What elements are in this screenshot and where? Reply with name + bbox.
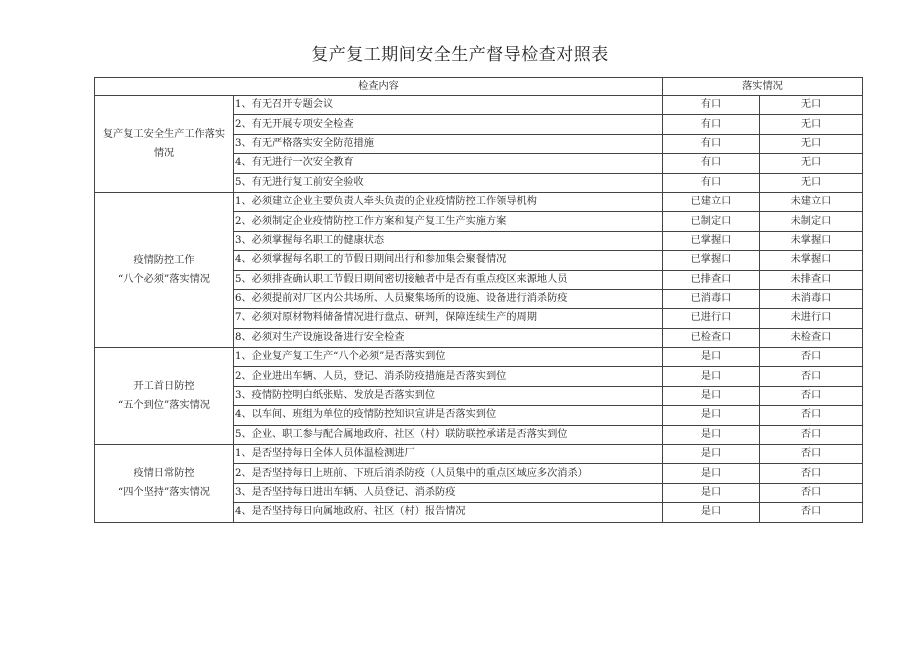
option-a: 已消毒口: [663, 289, 760, 308]
item-text: 2、企业进出车辆、人员，登记、消杀防疫措施是否落实到位: [234, 367, 663, 386]
group-name-line: “八个必须”落实情况: [118, 274, 210, 286]
option-a: 已掌握口: [663, 231, 760, 250]
option-a: 是口: [663, 503, 760, 522]
option-b: 无口: [760, 154, 863, 173]
item-text: 5、企业、职工参与配合属地政府、社区（村）联防联控承诺是否落实到位: [234, 425, 663, 444]
option-a: 是口: [663, 406, 760, 425]
option-b: 否口: [760, 464, 863, 483]
option-a: 有口: [663, 154, 760, 173]
option-b: 未检查口: [760, 328, 863, 347]
group-name-line: 情况: [153, 147, 175, 159]
item-text: 4、有无进行一次安全教育: [234, 154, 663, 173]
option-a: 是口: [663, 483, 760, 502]
inspection-table: [94, 77, 863, 523]
group-name-line: 开工首日防控: [133, 381, 195, 393]
table-row: [95, 96, 863, 115]
item-text: 3、有无严格落实安全防范措施: [234, 134, 663, 153]
option-a: 是口: [663, 348, 760, 367]
option-a: 有口: [663, 115, 760, 134]
item-text: 6、必须提前对厂区内公共场所、人员聚集场所的设施、设备进行消杀防疫: [234, 289, 663, 308]
option-a: 已建立口: [663, 192, 760, 211]
option-a: 有口: [663, 134, 760, 153]
option-b: 无口: [760, 96, 863, 115]
option-b: 无口: [760, 115, 863, 134]
item-text: 2、是否坚持每日上班前、下班后消杀防疫（人员集中的重点区域应多次消杀）: [234, 464, 663, 483]
group-name: [95, 192, 234, 347]
option-b: 无口: [760, 173, 863, 192]
option-b: 未掌握口: [760, 251, 863, 270]
header-status: 落实情况: [663, 78, 863, 96]
option-b: 未制定口: [760, 212, 863, 231]
group-name: [95, 96, 234, 193]
item-text: 2、必须制定企业疫情防控工作方案和复产复工生产实施方案: [234, 212, 663, 231]
option-a: 有口: [663, 96, 760, 115]
option-b: 未进行口: [760, 309, 863, 328]
option-a: 已排查口: [663, 270, 760, 289]
group-name-line: 疫情防控工作: [133, 255, 195, 267]
group-name: [95, 348, 234, 445]
item-text: 1、企业复产复工生产“八个必须”是否落实到位: [234, 348, 663, 367]
option-a: 是口: [663, 425, 760, 444]
table-row: [95, 192, 863, 211]
item-text: 5、有无进行复工前安全验收: [234, 173, 663, 192]
option-a: 已掌握口: [663, 251, 760, 270]
group-name: [95, 445, 234, 523]
option-b: 否口: [760, 425, 863, 444]
item-text: 1、是否坚持每日全体人员体温检测进厂: [234, 445, 663, 464]
group-name-line: 疫情日常防控: [133, 468, 195, 480]
option-b: 否口: [760, 445, 863, 464]
option-b: 未消毒口: [760, 289, 863, 308]
option-a: 是口: [663, 464, 760, 483]
option-a: 是口: [663, 386, 760, 405]
item-text: 1、必须建立企业主要负责人牵头负责的企业疫情防控工作领导机构: [234, 192, 663, 211]
header-content: 检查内容: [95, 78, 663, 96]
table-header-row: [95, 78, 863, 96]
option-b: 否口: [760, 386, 863, 405]
option-a: 是口: [663, 445, 760, 464]
table-row: [95, 445, 863, 464]
option-a: 已制定口: [663, 212, 760, 231]
item-text: 3、必须掌握每名职工的健康状态: [234, 231, 663, 250]
option-b: 否口: [760, 503, 863, 522]
option-b: 未掌握口: [760, 231, 863, 250]
item-text: 4、以车间、班组为单位的疫情防控知识宣讲是否落实到位: [234, 406, 663, 425]
item-text: 1、有无召开专题会议: [234, 96, 663, 115]
option-b: 否口: [760, 483, 863, 502]
item-text: 4、必须掌握每名职工的节假日期间出行和参加集会聚餐情况: [234, 251, 663, 270]
option-b: 否口: [760, 367, 863, 386]
item-text: 3、是否坚持每日进出车辆、人员登记、消杀防疫: [234, 483, 663, 502]
group-name-line: “五个到位”落实情况: [118, 400, 210, 412]
group-name-line: 复产复工安全生产工作落实: [102, 128, 226, 140]
item-text: 7、必须对原材物料储备情况进行盘点、研判，保障连续生产的周期: [234, 309, 663, 328]
page-title: 复产复工期间安全生产督导检查对照表: [311, 45, 609, 65]
option-b: 否口: [760, 348, 863, 367]
item-text: 8、必须对生产设施设备进行安全检查: [234, 328, 663, 347]
table-body: [95, 78, 863, 523]
option-a: 有口: [663, 173, 760, 192]
option-a: 已进行口: [663, 309, 760, 328]
table-row: [95, 348, 863, 367]
option-b: 未排查口: [760, 270, 863, 289]
option-b: 无口: [760, 134, 863, 153]
item-text: 3、疫情防控明白纸张贴、发放是否落实到位: [234, 386, 663, 405]
option-b: 否口: [760, 406, 863, 425]
option-b: 未建立口: [760, 192, 863, 211]
option-a: 已检查口: [663, 328, 760, 347]
item-text: 4、是否坚持每日向属地政府、社区（村）报告情况: [234, 503, 663, 522]
group-name-line: “四个坚持”落实情况: [118, 487, 210, 499]
item-text: 5、必须排查确认职工节假日期间密切接触者中是否有重点疫区来源地人员: [234, 270, 663, 289]
option-a: 是口: [663, 367, 760, 386]
item-text: 2、有无开展专项安全检查: [234, 115, 663, 134]
